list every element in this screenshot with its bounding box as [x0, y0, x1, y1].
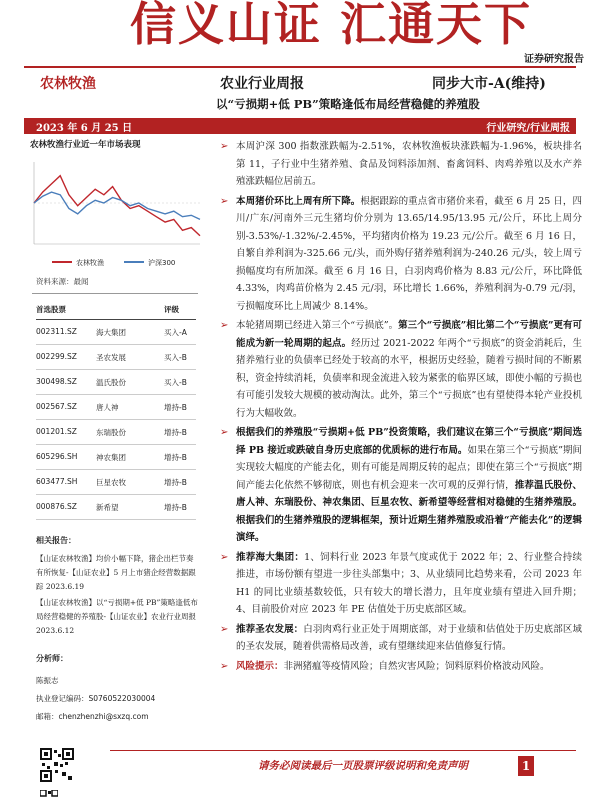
- stock-name: 唐人神: [96, 403, 119, 412]
- table-row: [36, 470, 196, 495]
- divider: [32, 293, 198, 294]
- report-date: 2023 年 6 月 25 日: [36, 123, 133, 134]
- stock-code: 300498.SZ: [36, 377, 77, 386]
- qr-code-partial-icon: [40, 790, 58, 800]
- stock-rating: 买入-A: [164, 328, 187, 337]
- stock-rating: 增持-B: [164, 428, 187, 437]
- bullet-icon: ➢: [220, 427, 229, 438]
- bullet-icon: ➢: [220, 660, 229, 672]
- company-logo-slogan: 信义山证 汇通天下: [130, 0, 533, 51]
- footer-divider: [110, 750, 576, 751]
- analyst-label: 分析师：: [36, 654, 68, 663]
- market-performance-chart: [24, 154, 206, 272]
- stock-name: 温氏股份: [96, 378, 126, 387]
- stock-code: 002299.SZ: [36, 352, 77, 361]
- header-rating: 评级: [164, 305, 179, 314]
- main-content: [214, 138, 582, 677]
- paragraph-shengnong: ➢ 推荐圣农发展：白羽肉鸡行业正处于周期底部，对于业绩和估值处于历史底部区域的圣农发展，随着供需格局改善，或有望继续迎来估值修复行情。: [214, 621, 582, 656]
- sector-name: 农林牧渔: [40, 76, 96, 92]
- paragraph-market: ➢ 本周沪深 300 指数涨跌幅为-2.51%，农林牧渔板块涨跌幅为-1.96%，板块排名第 11，子行业中生猪养殖、食品及饲料添加剂、畜禽饲料、肉鸡养殖以及水产养殖涨跌幅位居前五。: [214, 138, 582, 191]
- stock-rating: 增持-B: [164, 453, 187, 462]
- bullet-icon: ➢: [220, 623, 229, 635]
- table-row: [36, 370, 196, 395]
- table-header: [36, 304, 196, 320]
- stock-code: 000876.SZ: [36, 502, 77, 511]
- paragraph-haida: ➢ 推荐海大集团：1、饲料行业 2023 年景气度或优于 2022 年；2、行业整合持续推进，市场份额有望进一步往头部集中；3、从业绩同比趋势来看，公司 2023 年 H1 的同比业绩基数较低，只有较大的增长潜力，且年度业绩有望进入回升期；4、目前股价对应 2023 年 PE 估值处于历史底部区域。: [214, 549, 582, 619]
- table-row: [36, 395, 196, 420]
- report-headline: 以“亏损期+低 PB”策略逢低布局经营稳健的养殖股: [216, 97, 480, 111]
- stock-code: 603477.SH: [36, 477, 78, 486]
- stock-rating: 买入-B: [164, 378, 187, 387]
- related-report-1[interactable]: 【山证农林牧渔】均价小幅下降，猪企出栏节奏有所恢复-【山证农业】5 月上市猪企经营数据跟踪 2023.6.19: [36, 554, 196, 591]
- stock-name: 新希望: [96, 503, 119, 512]
- related-report-2[interactable]: 【山证农林牧渔】以“亏损期+低 PB”策略逢低布局经营稳健的养殖股-【山证农业】农业行业周报 2023.6.12: [36, 598, 198, 635]
- top-picks-table: [36, 304, 196, 520]
- related-reports: [36, 534, 198, 638]
- paragraph-cycle: ➢ 本轮猪周期已经进入第三个“亏损底”。第三个“亏损底”相比第二个“亏损底”更有可能成为新一轮周期的起点。经历过 2021-2022 年两个“亏损底”的资金消耗后，生猪养殖行业的负债率已经处于较高的水平，根据历史经验，随着亏损时间的不断累积，资金持续消耗，负债率和现金流进入较为紧张的临界区域，即使小幅的亏损也有可能引发较大规模的被动淘汰。此外，第三个“亏损底”也有望使得本轮产业投机行为大幅收敛。: [214, 317, 582, 422]
- chart-source: 资料来源：最闻: [36, 277, 89, 286]
- header-banner: [0, 0, 600, 70]
- series-line-agri: [34, 176, 200, 236]
- analyst-name: 陈振志: [36, 676, 59, 685]
- legend-label-csi300: 沪深300: [148, 259, 176, 267]
- stock-name: 圣农发展: [96, 353, 126, 362]
- table-body: [36, 320, 196, 520]
- analyst-info: [36, 650, 206, 726]
- analyst-email[interactable]: 邮箱：chenzhenzhi@sxzq.com: [36, 712, 149, 721]
- chart-svg: [24, 154, 206, 272]
- table-row: [36, 320, 196, 345]
- series-line-csi300: [34, 192, 200, 219]
- table-row: [36, 445, 196, 470]
- industry-rating: 同步大市-A(维持): [432, 76, 546, 92]
- bullet-icon: ➢: [220, 195, 229, 207]
- report-category: 行业研究/行业周报: [486, 123, 570, 134]
- header-name: [96, 304, 164, 315]
- stock-name: 巨星农牧: [96, 478, 126, 487]
- paragraph-risk: ➢ 风险提示：非洲猪瘟等疫情风险；自然灾害风险；饲料原料价格波动风险。: [214, 658, 582, 676]
- analyst-license: 执业登记编码：S0760522030004: [36, 694, 156, 703]
- paragraph-strategy: ➢ 根据我们的养殖股“亏损期+低 PB”投资策略，我们建议在第三个“亏损底”期间选择 PB 接近或跌破自身历史底部的优质标的进行布局。如果在第三个“亏损底”期间实现较大幅度的产能去化，则有可能是周期反转的起点；即使在第三个“亏损底”期间产能去化依然不够彻底，则也有机会迎来一次可观的反弹行情，推荐温氏股份、唐人神、东瑞股份、神农集团、巨星农牧、新希望等经营相对稳健的生猪养殖股。根据我们的生猪养殖股的逻辑框架，预计近期生猪养殖股或沿着“产能去化”的逻辑演绎。: [214, 424, 582, 547]
- stock-rating: 增持-B: [164, 503, 187, 512]
- bullet-icon: ➢: [220, 141, 229, 152]
- stock-name: 海大集团: [96, 328, 126, 337]
- stock-rating: 增持-B: [164, 403, 187, 412]
- left-sidebar: [24, 136, 206, 726]
- table-row: [36, 420, 196, 445]
- paragraph-pig-price: ➢ 本周猪价环比上周有所下降。根据跟踪的重点省市猪价来看，截至 6 月 25 日，四川/广东/河南外三元生猪均价分别为 13.65/14.95/13.95 元/公斤，环比上周分别-3.53%/-1.32%/-2.45%，平均猪肉价格为 19.23 元/公斤。截至 6 月 16 日，自繁自养利润为-325.66 元/头，而外购仔猪养殖利润为-240.26 元/头，较上周亏损幅度均有所加深。截至 6 月 16 日，白羽肉鸡价格为 8.83 元/公斤，环比降低 4.33%，肉鸡苗价格为 2.45 元/羽，环比增长 1.66%，养殖利润为-0.79 元/羽，亏损幅度环比上周减少 8.14%。: [214, 193, 582, 316]
- bullet-icon: ➢: [220, 551, 229, 563]
- stock-code: 605296.SH: [36, 452, 78, 461]
- header-divider: [24, 66, 576, 68]
- stock-code: 001201.SZ: [36, 427, 77, 436]
- legend-label-agri: 农林牧渔: [76, 259, 104, 267]
- stock-name: 东瑞股份: [96, 428, 126, 437]
- chart-title: 农林牧渔行业近一年市场表现: [30, 140, 141, 150]
- disclaimer-notice[interactable]: 请务必阅读最后一页股票评级说明和免责声明: [258, 760, 468, 772]
- stock-rating: 增持-B: [164, 478, 187, 487]
- report-type: 农业行业周报: [220, 76, 304, 92]
- stock-rating: 买入-B: [164, 353, 187, 362]
- table-row: [36, 345, 196, 370]
- table-row: [36, 495, 196, 520]
- stock-name: 神农集团: [96, 453, 126, 462]
- bullet-icon: ➢: [220, 320, 229, 331]
- page-number: 1: [518, 756, 534, 776]
- report-tag: 证券研究报告: [524, 54, 584, 65]
- related-label: 相关报告：: [36, 536, 76, 545]
- stock-code: 002567.SZ: [36, 402, 77, 411]
- stock-code: 002311.SZ: [36, 327, 77, 336]
- qr-code-icon: [40, 748, 74, 782]
- header-code: 首选股票: [36, 305, 66, 314]
